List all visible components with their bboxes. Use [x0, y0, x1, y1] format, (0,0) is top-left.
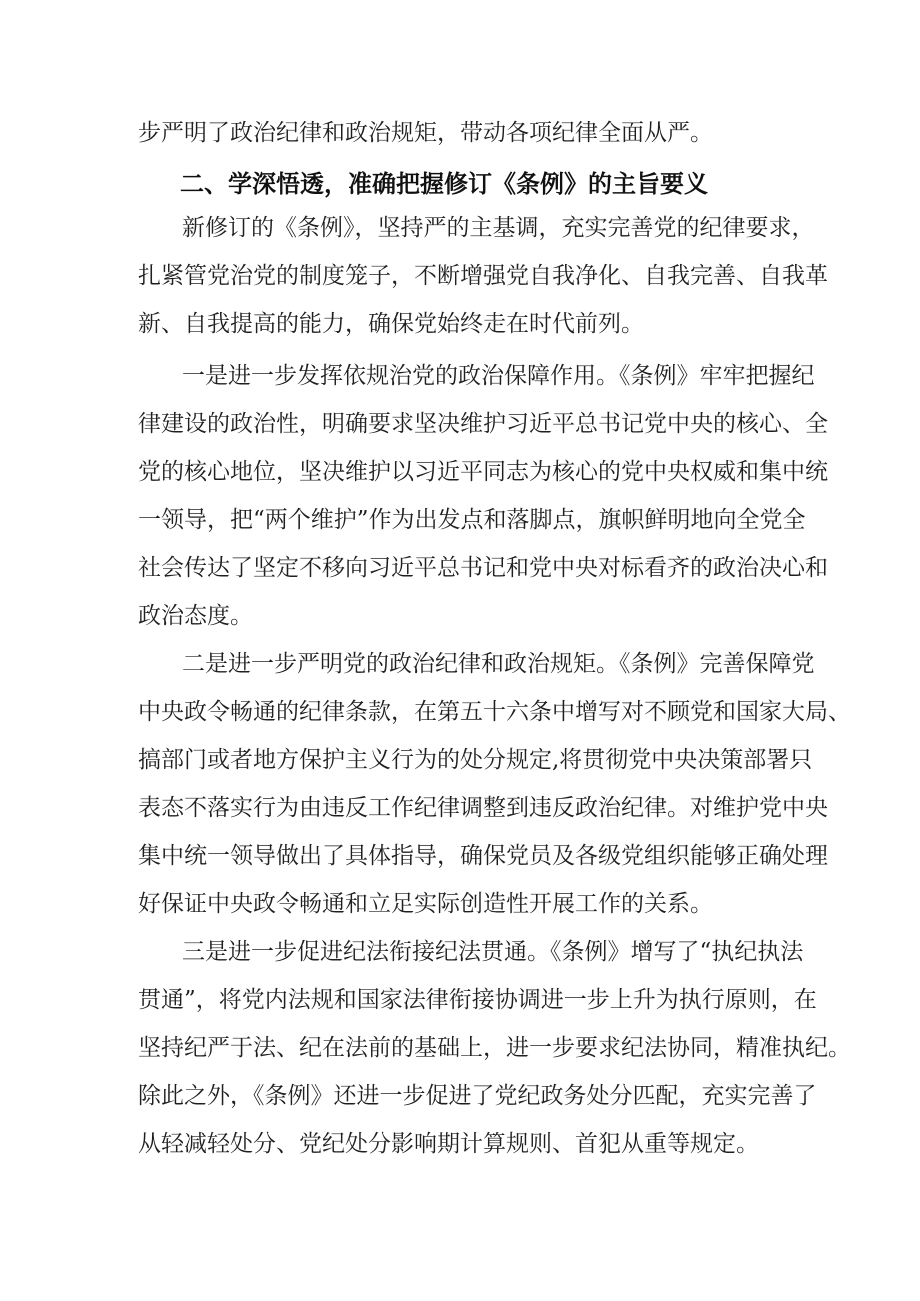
paragraph-line: 新、自我提高的能力，确保党始终走在时代前列。 — [138, 311, 644, 337]
paragraph-line: 律建设的政治性，明确要求坚决维护习近平总书记党中央的核心、全 — [138, 411, 828, 437]
paragraph-line: 中央政令畅通的纪律条款，在第五十六条中增写对不顾党和国家大局、 — [138, 699, 851, 725]
paragraph-line: 好保证中央政令畅通和立足实际创造性开展工作的关系。 — [138, 891, 713, 917]
paragraph-line: 一领导，把“两个维护”作为出发点和落脚点，旗帜鲜明地向全党全 — [138, 507, 806, 533]
paragraph-line: 新修订的《条例》，坚持严的主基调，充实完善党的纪律要求， — [182, 215, 815, 241]
paragraph-line: 二是进一步严明党的政治纪律和政治规矩。《条例》完善保障党 — [182, 651, 815, 677]
paragraph-line: 扎紧管党治党的制度笼子，不断增强党自我净化、自我完善、自我革 — [138, 263, 828, 289]
paragraph-line: 搞部门或者地方保护主义行为的处分规定,将贯彻党中央决策部署只 — [138, 747, 813, 773]
paragraph-line: 政治态度。 — [138, 603, 253, 629]
paragraph-line: 三是进一步促进纪法衔接纪法贯通。《条例》增写了“执纪执法 — [182, 939, 804, 965]
paragraph-line: 坚持纪严于法、纪在法前的基础上，进一步要求纪法协同，精准执纪。 — [138, 1035, 851, 1061]
paragraph-line: 党的核心地位，坚决维护以习近平同志为核心的党中央权威和集中统 — [138, 459, 828, 485]
paragraph-line: 集中统一领导做出了具体指导，确保党员及各级党组织能够正确处理 — [138, 843, 828, 869]
section-heading: 二、学深悟透，准确把握修订《条例》的主旨要义 — [180, 170, 708, 198]
paragraph-line: 表态不落实行为由违反工作纪律调整到违反政治纪律。对维护党中央 — [138, 795, 828, 821]
paragraph-line: 一是进一步发挥依规治党的政治保障作用。《条例》牢牢把握纪 — [182, 363, 815, 389]
intro-line: 步严明了政治纪律和政治规矩，带动各项纪律全面从严。 — [138, 120, 713, 146]
paragraph-line: 除此之外，《条例》还进一步促进了党纪政务处分匹配，充实完善了 — [138, 1083, 817, 1109]
paragraph-line: 贯通”，将党内法规和国家法律衔接协调进一步上升为执行原则，在 — [138, 987, 817, 1013]
paragraph-line: 社会传达了坚定不移向习近平总书记和党中央对标看齐的政治决心和 — [138, 555, 828, 581]
paragraph-line: 从轻减轻处分、党纪处分影响期计算规则、首犯从重等规定。 — [138, 1131, 759, 1157]
